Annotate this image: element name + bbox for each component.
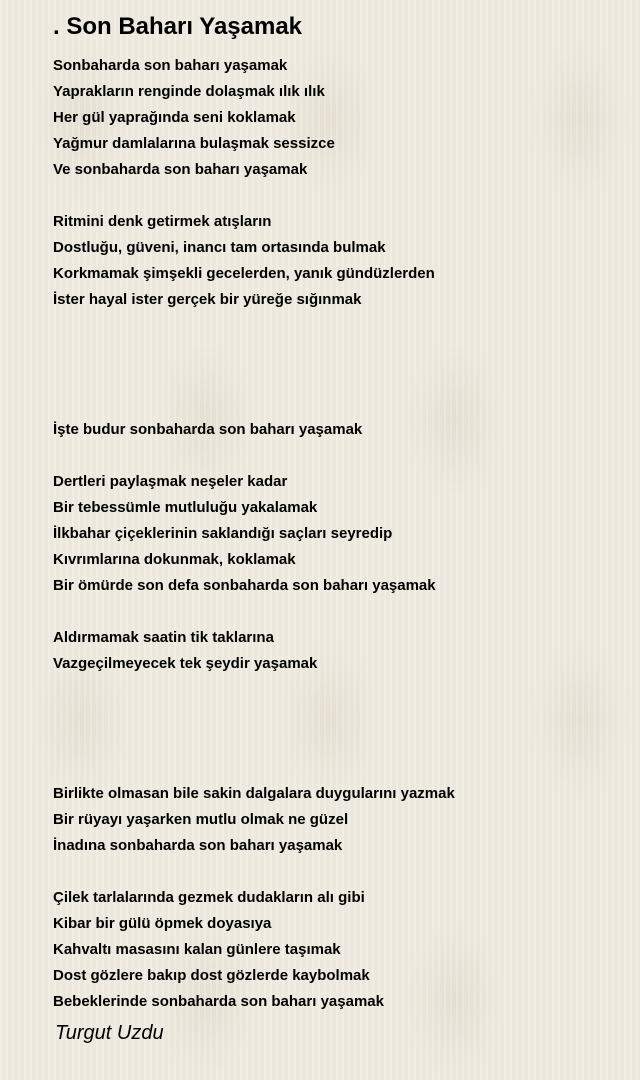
poem-line: Ritmini denk getirmek atışların (53, 213, 272, 230)
stanza-7 (53, 885, 613, 1015)
poem-line: Sonbaharda son baharı yaşamak (53, 57, 288, 74)
poem-line: İlkbahar çiçeklerinin saklandığı saçları seyredip (53, 525, 393, 542)
poem-title: . Son Baharı Yaşamak (53, 13, 303, 40)
poem-line: Yaprakların renginde dolaşmak ılık ılık (53, 83, 325, 100)
poem-body (53, 53, 613, 1015)
poem-line: İnadına sonbaharda son baharı yaşamak (53, 837, 343, 854)
poem-line: Kıvrımlarına dokunmak, koklamak (53, 551, 296, 568)
poem-line: Bir ömürde son defa sonbaharda son baharı yaşamak (53, 577, 436, 594)
poem-line: Ve sonbaharda son baharı yaşamak (53, 161, 308, 178)
stanza-5 (53, 625, 613, 677)
poem-line: İster hayal ister gerçek bir yüreğe sığınmak (53, 291, 362, 308)
poem-line: Birlikte olmasan bile sakin dalgalara duygularını yazmak (53, 785, 455, 802)
poem-author: Turgut Uzdu (55, 1022, 164, 1044)
stanza-spacer (53, 313, 613, 417)
stanza-spacer (53, 859, 613, 885)
poem-line: Vazgeçilmeyecek tek şeydir yaşamak (53, 655, 318, 672)
poem-line: Dertleri paylaşmak neşeler kadar (53, 473, 288, 490)
stanza-6 (53, 781, 613, 859)
poem-line: Kibar bir gülü öpmek doyasıya (53, 915, 272, 932)
poem-line: Dostluğu, güveni, inancı tam ortasında bulmak (53, 239, 386, 256)
poem-line: Bir rüyayı yaşarken mutlu olmak ne güzel (53, 811, 349, 828)
stanza-spacer (53, 677, 613, 781)
stanza-spacer (53, 599, 613, 625)
poem-line: Bebeklerinde sonbaharda son baharı yaşamak (53, 993, 384, 1010)
stanza-spacer (53, 443, 613, 469)
stanza-2 (53, 209, 613, 313)
poem-line: İşte budur sonbaharda son baharı yaşamak (53, 421, 363, 438)
stanza-3 (53, 417, 613, 443)
poem-line: Çilek tarlalarında gezmek dudakların alı gibi (53, 889, 365, 906)
poem-line: Dost gözlere bakıp dost gözlerde kaybolmak (53, 967, 370, 984)
stanza-4 (53, 469, 613, 599)
poem-line: Her gül yaprağında seni koklamak (53, 109, 296, 126)
poem-line: Aldırmamak saatin tik taklarına (53, 629, 274, 646)
poem-line: Kahvaltı masasını kalan günlere taşımak (53, 941, 341, 958)
stanza-1 (53, 53, 613, 183)
stanza-spacer (53, 183, 613, 209)
poem-line: Yağmur damlalarına bulaşmak sessizce (53, 135, 335, 152)
poem-line: Bir tebessümle mutluluğu yakalamak (53, 499, 318, 516)
poem-line: Korkmamak şimşekli gecelerden, yanık gündüzlerden (53, 265, 435, 282)
